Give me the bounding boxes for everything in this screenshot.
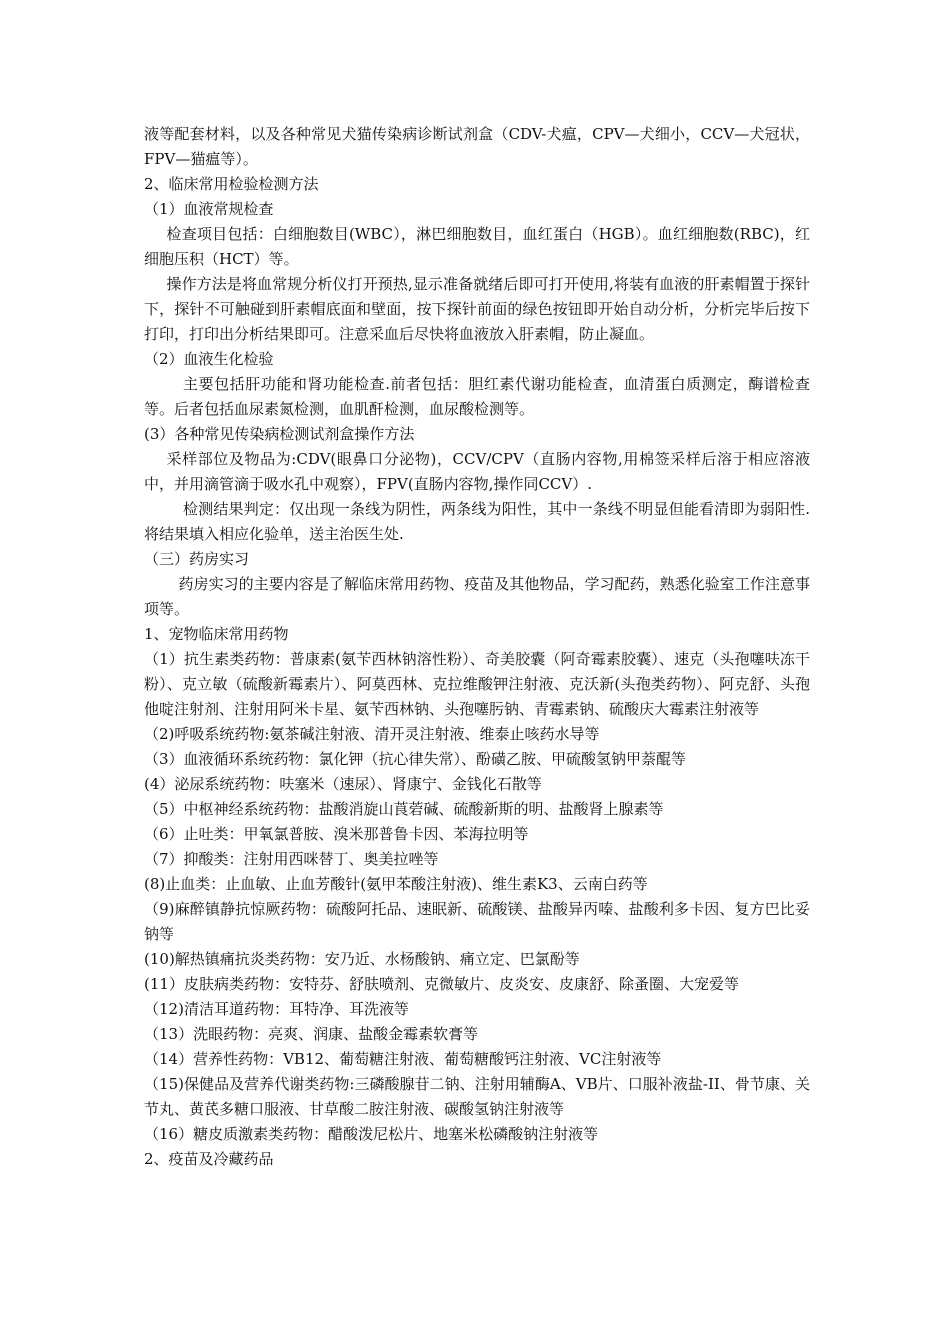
list-item: （6）止吐类：甲氧氯普胺、溴米那普鲁卡因、苯海拉明等 — [144, 825, 529, 843]
subsection-heading: (3）各种常见传染病检测试剂盒操作方法 — [144, 425, 415, 443]
section-heading: （三）药房实习 — [144, 550, 250, 568]
paragraph: 检测结果判定：仅出现一条线为阴性，两条线为阳性，其中一条线不明显但能看清即为弱阳性.将结果填入相应化验单，送主治医生处. — [144, 500, 810, 543]
paragraph: 主要包括肝功能和肾功能检查.前者包括：胆红素代谢功能检查，血清蛋白质测定，酶谱检查等。后者包括血尿素氮检测，血肌酐检测，血尿酸检测等。 — [144, 375, 810, 418]
list-item: （16）糖皮质激素类药物：醋酸泼尼松片、地塞米松磷酸钠注射液等 — [144, 1125, 599, 1143]
list-item: （9)麻醉镇静抗惊厥药物：硫酸阿托品、速眠新、硫酸镁、盐酸异丙嗪、盐酸利多卡因、复方巴比妥钠等 — [144, 900, 810, 943]
section-heading: 2、临床常用检验检测方法 — [144, 175, 319, 193]
section-heading: 1、宠物临床常用药物 — [144, 625, 289, 643]
paragraph: 采样部位及物品为:CDV(眼鼻口分泌物)，CCV/CPV（直肠内容物,用棉签采样后溶于相应溶液中，并用滴管滴于吸水孔中观察），FPV(直肠内容物,操作同CCV）. — [144, 450, 810, 493]
paragraph: 药房实习的主要内容是了解临床常用药物、疫苗及其他物品，学习配药，熟悉化验室工作注意事项等。 — [144, 575, 810, 618]
paragraph: 液等配套材料，以及各种常见犬猫传染病诊断试剂盒（CDV-犬瘟，CPV—犬细小，CCV—犬冠状，FPV—猫瘟等）。 — [144, 125, 810, 168]
list-item: （14）营养性药物：VB12、葡萄糖注射液、葡萄糖酸钙注射液、VC注射液等 — [144, 1050, 662, 1068]
list-item: (10)解热镇痛抗炎类药物：安乃近、水杨酸钠、痛立定、巴氯酚等 — [144, 950, 580, 968]
subsection-heading: （1）血液常规检查 — [144, 200, 274, 218]
list-item: （5）中枢神经系统药物：盐酸消旋山莨菪碱、硫酸新斯的明、盐酸肾上腺素等 — [144, 800, 664, 818]
list-item: (11）皮肤病类药物：安特芬、舒肤喷剂、克微敏片、皮炎安、皮康舒、除蚤圈、大宠爱等 — [144, 975, 739, 993]
paragraph: 操作方法是将血常规分析仪打开预热,显示准备就绪后即可打开使用,将装有血液的肝素帽置于探针下，探针不可触碰到肝素帽底面和壁面，按下探针前面的绿色按钮即开始自动分析，分析完毕后按下打印，打印出分析结果即可。注意采血后尽快将血液放入肝素帽，防止凝血。 — [144, 275, 810, 343]
list-item: （13）洗眼药物：亮爽、润康、盐酸金霉素软膏等 — [144, 1025, 479, 1043]
list-item: （12)清洁耳道药物：耳特净、耳洗液等 — [144, 1000, 409, 1018]
document-page — [144, 122, 810, 1172]
section-heading: 2、疫苗及冷藏药品 — [144, 1150, 274, 1168]
list-item: （2)呼吸系统药物:氨茶碱注射液、清开灵注射液、维泰止咳药水导等 — [144, 725, 600, 743]
list-item: (8)止血类：止血敏、止血芳酸针(氨甲苯酸注射液)、维生素K3、云南白药等 — [144, 875, 648, 893]
list-item: （3）血液循环系统药物：氯化钾（抗心律失常）、酚磺乙胺、甲硫酸氢钠甲萘醌等 — [144, 750, 687, 768]
list-item: (4）泌尿系统药物：呋塞米（速尿）、肾康宁、金钱化石散等 — [144, 775, 542, 793]
subsection-heading: （2）血液生化检验 — [144, 350, 274, 368]
paragraph: 检查项目包括：白细胞数目(WBC），淋巴细胞数目，血红蛋白（HGB）。血红细胞数(RBC)，红细胞压积（HCT）等。 — [144, 225, 810, 268]
list-item: （15)保健品及营养代谢类药物:三磷酸腺苷二钠、注射用辅酶A、VB片、口服补液盐-II、骨节康、关节丸、黄芪多糖口服液、甘草酸二胺注射液、碳酸氢钠注射液等 — [144, 1075, 810, 1118]
list-item: （1）抗生素类药物：普康素(氨苄西林钠溶性粉）、奇美胶囊（阿奇霉素胶囊）、速克（头孢噻呋冻干粉）、克立敏（硫酸新霉素片）、阿莫西林、克拉维酸钾注射液、克沃新(头孢类药物）、阿克舒、头孢他啶注射剂、注射用阿米卡星、氨苄西林钠、头孢噻肟钠、青霉素钠、硫酸庆大霉素注射液等 — [144, 650, 810, 718]
list-item: （7）抑酸类：注射用西咪替丁、奥美拉唑等 — [144, 850, 439, 868]
